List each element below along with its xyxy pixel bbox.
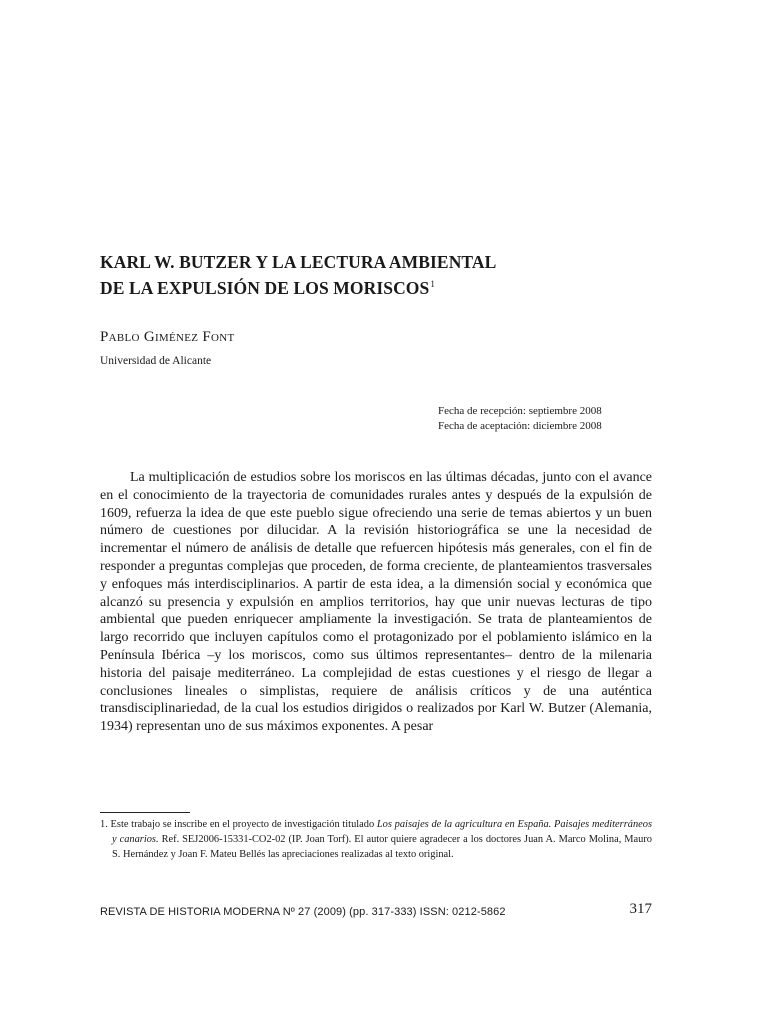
article-title	[100, 251, 660, 299]
received-date: Fecha de recepción: septiembre 2008	[438, 405, 602, 417]
title-line-2	[100, 273, 660, 299]
footnote-text-after: Ref. SEJ2006-15331-CO2-02 (IP. Joan Torf). El autor quiere agradecer a los doctores Juan A. Marco Molina, Mauro S. Hernández y Joan F. Mateu Bellés las apreciaciones realizadas al texto original.	[112, 833, 652, 860]
submission-dates	[438, 404, 602, 434]
author-affiliation: Universidad de Alicante	[100, 355, 212, 367]
footnote-project-title: Los paisajes de la agricultura en España. Paisajes mediterráneos y canarios.	[112, 819, 652, 845]
footnote-number: 1.	[100, 819, 108, 830]
body-paragraph: La multiplicación de estudios sobre los moriscos en las últimas décadas, junto con el avance en el conocimiento de la trayectoria de comunidades rurales antes y después de la expulsión de 1609, refuerza la idea de que este pueblo sigue ofreciendo una serie de temas abiertos y un buen número de cuestiones por dilucidar. A la revisión historiográfica se une la necesidad de incrementar el número de análisis de detalle que refuercen hipótesis más generales, con el fin de responder a preguntas complejas que proceden, de forma creciente, de planteamientos trasversales y enfoques más interdisciplinarios. A partir de esta idea, a la dimensión social y económica que alcanzó su presencia y expulsión en amplios territorios, hay que unir nuevas lecturas de tipo ambiental que pueden enriquecer ampliamente la investigación. Se trata de planteamientos de largo recorrido que incluyen capítulos como el protagonizado por el poblamiento islámico en la Península Ibérica –y los moriscos, como sus últimos representantes– dentro de la milenaria historia del paisaje mediterráneo. La complejidad de estas cuestiones y el riesgo de llegar a conclusiones lineales o simplistas, requiere de análisis críticos y de una auténtica transdisciplinariedad, de la cual los estudios dirigidos o realizados por Karl W. Butzer (Alemania, 1934) representan uno de sus máximos exponentes. A pesar	[100, 470, 652, 735]
journal-citation: REVISTA DE HISTORIA MODERNA Nº 27 (2009) (pp. 317-333) ISSN: 0212-5862	[100, 906, 506, 918]
title-line-2-text: DE LA EXPULSIÓN DE LOS MORISCOS	[100, 278, 430, 298]
title-line-1: KARL W. BUTZER Y LA LECTURA AMBIENTAL	[100, 252, 497, 272]
title-footnote-mark[interactable]: 1	[430, 279, 435, 289]
accepted-date: Fecha de aceptación: diciembre 2008	[438, 420, 602, 432]
footnote	[100, 818, 652, 862]
footnote-text-before: Este trabajo se inscribe en el proyecto de investigación titulado	[110, 819, 377, 830]
page-number: 317	[629, 901, 652, 917]
footnote-divider	[100, 812, 190, 813]
author-name: Pablo Giménez Font	[100, 329, 235, 345]
